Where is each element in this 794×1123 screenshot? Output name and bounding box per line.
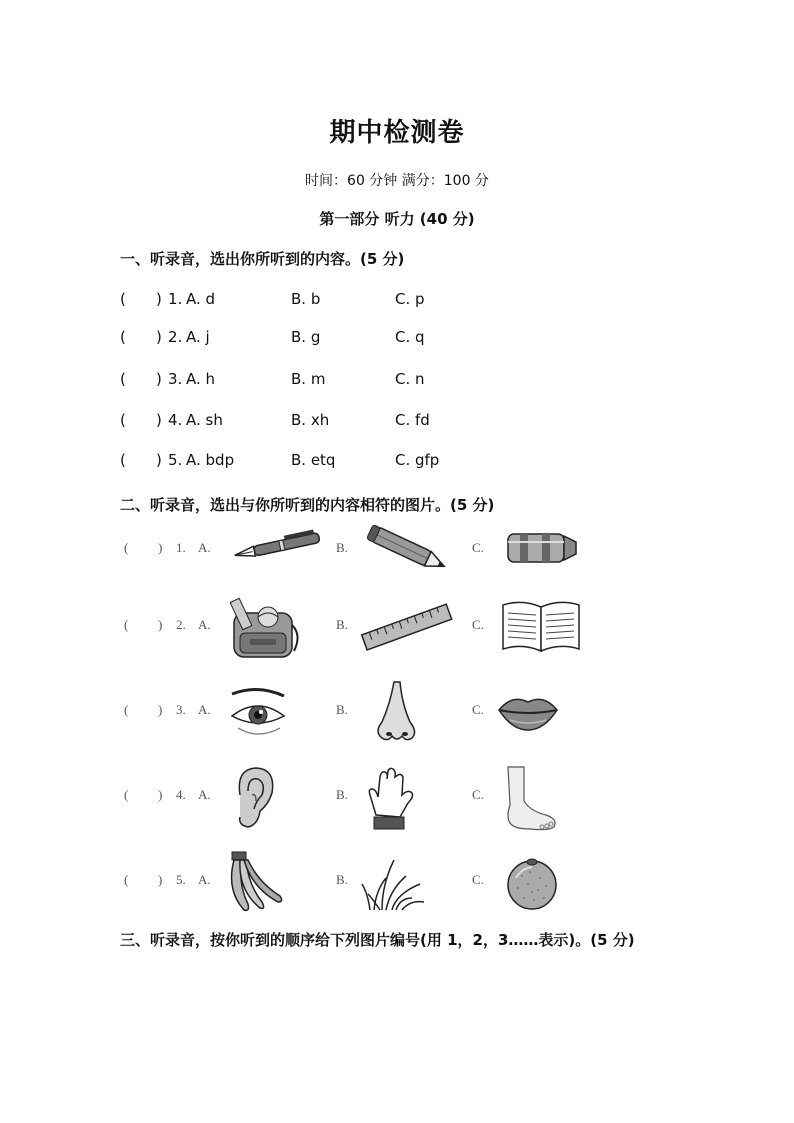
question-number: 2. [168, 328, 183, 346]
option-a: A. j [186, 328, 210, 346]
option-a-label: A. [198, 787, 211, 802]
option-c-label: C. [472, 702, 484, 717]
option-b-label: B. [336, 872, 348, 887]
section3-heading: 三、听录音，按你听到的顺序给下列图片编号(用 1，2，3……表示)。(5 分) [120, 931, 635, 949]
question-number: 1. [176, 540, 186, 555]
question-number: 4. [168, 411, 183, 429]
section1-question-1 [120, 290, 720, 312]
option-c: C. gfp [395, 451, 440, 469]
option-a: A. bdp [186, 451, 235, 469]
answer-paren-open[interactable]: ( [120, 451, 126, 469]
school-bag-icon[interactable] [224, 595, 304, 661]
orange-icon[interactable] [504, 854, 560, 912]
open-book-icon[interactable] [500, 597, 582, 657]
eye-icon[interactable] [228, 684, 288, 742]
pencil-icon[interactable] [360, 522, 455, 577]
option-c: C. p [395, 290, 425, 308]
option-b-label: B. [336, 540, 348, 555]
question-number: 1. [168, 290, 183, 308]
answer-paren-close: ) [156, 370, 162, 388]
exam-info: 时间：60 分钟 满分：100 分 [305, 173, 489, 189]
answer-paren-close: ) [158, 702, 163, 717]
answer-paren-close: ) [156, 411, 162, 429]
section1-question-3 [120, 370, 720, 392]
crayon-icon[interactable] [504, 528, 582, 568]
mouth-icon[interactable] [496, 690, 560, 734]
bananas-icon[interactable] [224, 850, 288, 914]
option-c-label: C. [472, 872, 484, 887]
answer-paren-open[interactable]: ( [124, 702, 129, 717]
answer-paren-open[interactable]: ( [124, 540, 129, 555]
section1-question-5 [120, 451, 720, 473]
ruler-icon[interactable] [360, 601, 455, 655]
answer-paren-open[interactable]: ( [120, 411, 126, 429]
option-c-label: C. [472, 787, 484, 802]
answer-paren-close: ) [156, 451, 162, 469]
option-c: C. fd [395, 411, 430, 429]
question-number: 3. [176, 702, 186, 717]
grass-icon[interactable] [360, 854, 426, 912]
answer-paren-open[interactable]: ( [124, 872, 129, 887]
answer-paren-open[interactable]: ( [120, 290, 126, 308]
answer-paren-open[interactable]: ( [124, 617, 129, 632]
answer-paren-open[interactable]: ( [124, 787, 129, 802]
option-b-label: B. [336, 617, 348, 632]
section1-heading: 一、听录音，选出你所听到的内容。(5 分) [120, 250, 405, 268]
section2-question-3 [120, 680, 720, 750]
answer-paren-close: ) [158, 617, 163, 632]
option-b: B. xh [291, 411, 330, 429]
option-c: C. n [395, 370, 425, 388]
option-b: B. b [291, 290, 321, 308]
answer-paren-close: ) [156, 328, 162, 346]
nose-icon[interactable] [372, 680, 422, 746]
question-number: 5. [176, 872, 186, 887]
question-number: 4. [176, 787, 186, 802]
question-number: 3. [168, 370, 183, 388]
answer-paren-close: ) [156, 290, 162, 308]
option-a: A. sh [186, 411, 223, 429]
answer-paren-close: ) [158, 540, 163, 555]
option-a-label: A. [198, 872, 211, 887]
option-b-label: B. [336, 787, 348, 802]
option-a-label: A. [198, 617, 211, 632]
answer-paren-open[interactable]: ( [120, 370, 126, 388]
part-heading: 第一部分 听力 (40 分) [319, 210, 475, 228]
section2-question-5 [120, 850, 720, 920]
question-number: 2. [176, 617, 186, 632]
option-c-label: C. [472, 617, 484, 632]
option-a: A. h [186, 370, 216, 388]
page-title: 期中检测卷 [329, 118, 465, 148]
option-c: C. q [395, 328, 425, 346]
option-c-label: C. [472, 540, 484, 555]
foot-icon[interactable] [500, 765, 560, 833]
section1-question-2 [120, 328, 720, 350]
section2-question-4 [120, 765, 720, 835]
hand-icon[interactable] [360, 765, 420, 833]
fountain-pen-icon[interactable] [224, 522, 324, 572]
section2-heading: 二、听录音，选出与你所听到的内容相符的图片。(5 分) [120, 496, 495, 514]
option-b: B. m [291, 370, 326, 388]
ear-icon[interactable] [230, 765, 280, 831]
option-a-label: A. [198, 540, 211, 555]
section1-question-4 [120, 411, 720, 433]
option-b: B. etq [291, 451, 336, 469]
option-b-label: B. [336, 702, 348, 717]
answer-paren-close: ) [158, 787, 163, 802]
answer-paren-open[interactable]: ( [120, 328, 126, 346]
section2-question-2 [120, 595, 720, 665]
answer-paren-close: ) [158, 872, 163, 887]
option-a-label: A. [198, 702, 211, 717]
section2-question-1 [120, 518, 720, 588]
option-b: B. g [291, 328, 321, 346]
question-number: 5. [168, 451, 183, 469]
option-a: A. d [186, 290, 216, 308]
